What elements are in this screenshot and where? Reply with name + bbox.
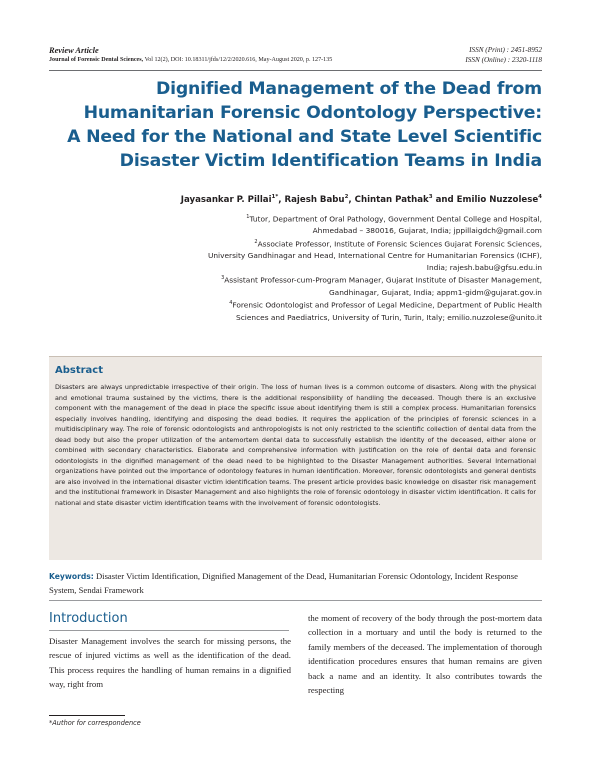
journal-citation	[49, 57, 429, 63]
author-name: Rajesh Babu	[284, 194, 345, 205]
affiliation-line	[180, 237, 542, 250]
affiliation-mark: 4	[229, 300, 233, 307]
abstract-text: Disasters are always unpredictable irrespective of their origin. The loss of human lives is a common outcome of disasters. Along with the physical and emotional trauma sustained by the victims, there is the additional responsibility of handling the deceased. Though there is an exclusive component with the management of the dead in place the specific issue about identifying them is still a complex process. Humanitarian forensics especially involves handling, identifying and disposing the dead bodies. It requires the application of the principles of forensic sciences in a multidisciplinary way. The role of forensic odontologists and anthropologists is not only restricted to the scientific collection of dental data from the dead body but also the proper utilization of the antemortem dental data to successfully establish the identity of the deceased, either alone or combined with secondary characteristics. Elaborate and comprehensive information with justification on the role of dental data and forensic odontologists in the dignified management of the dead need to be highlighted to the Disaster Management authorities. Several International organizations have pointed out the importance of odontology features in human identification. Moreover, forensic odontologists and general dentists are also involved in the international disaster victim identification teams. The present article provides basic knowledge on disaster risk management and the institutional framework in Disaster Management and also highlights the role of forensic odontology in disaster victim identification. It calls for national and state disaster victim identification teams with the involvement of forensic odontologists.	[55, 383, 536, 507]
running-header	[49, 46, 429, 63]
body-text-right: the moment of recovery of the body through the post-mortem data collection in a mortuary and until the body is returned to the family members of the deceased. The implementation of thorough identification procedures ensures that human remains are given back a name and an identity. It also contributes towards the respecting	[308, 613, 542, 696]
affiliation-line: Ahmedabad – 380016, Gujarat, India; jppillaigdch@gmail.com	[312, 226, 542, 236]
journal-name: Journal of Forensic Dental Sciences,	[49, 57, 144, 63]
header-divider	[49, 70, 542, 71]
abstract-heading: Abstract	[55, 365, 104, 376]
author-name: Chintan Pathak	[354, 194, 429, 205]
keywords-label: Keywords:	[49, 572, 94, 581]
introduction-heading: Introduction	[49, 611, 289, 631]
author-separator: ,	[278, 194, 285, 205]
affiliation-mark: 3	[221, 275, 225, 282]
article-type: Review Article	[49, 46, 99, 55]
keywords	[49, 570, 542, 596]
affiliation-text: Tutor, Department of Oral Pathology, Government Dental College and Hospital,	[249, 214, 542, 224]
author-name: Emilio Nuzzolese	[456, 194, 539, 205]
author-name: Jayasankar P. Pillai	[180, 194, 272, 205]
author-list	[181, 194, 542, 205]
issn-print: ISSN (Print) : 2451-8952	[469, 46, 542, 54]
affiliation-mark: 1	[246, 214, 250, 220]
keywords-text: Disaster Victim Identification, Dignified Management of the Dead, Humanitarian Forensic Odontology, Incident Response System, Sendai Framework	[49, 571, 518, 595]
affiliation-text: Associate Professor, Institute of Forensic Sciences Gujarat Forensic Sciences,	[257, 239, 542, 249]
author-mark: 3	[428, 194, 433, 200]
journal-details: Vol 12(2), DOI: 10.18311/jfds/12/2/2020.616, May-August 2020, p. 127-135	[143, 57, 333, 63]
issn-block	[465, 46, 542, 65]
title-line: Dignified Management of the Dead from	[156, 79, 542, 99]
author-mark: 1*	[271, 194, 279, 200]
abstract-panel	[49, 356, 542, 560]
correspondence-footnote: *Author for correspondence	[49, 719, 141, 727]
author-mark: 4	[538, 194, 542, 200]
article-title	[49, 77, 542, 173]
affiliation-mark: 2	[254, 238, 258, 245]
author-separator: ,	[348, 194, 355, 205]
affiliation-line: Sciences and Paediatrics, University of Turin, Turin, Italy; emilio.nuzzolese@unito.it	[236, 312, 542, 322]
affiliation-line: University Gandhinagar and Head, International Centre for Humanitarian Forensics (ICHF),	[207, 251, 542, 261]
affiliation-line	[180, 212, 542, 225]
body-text-left: Disaster Management involves the search for missing persons, the rescue of injured victims as well as the identification of the dead. This process requires the handling of human remains in a dignified way, right from	[49, 636, 291, 690]
author-separator: and	[432, 194, 457, 205]
affiliation-line: Gandhinagar, Gujarat, India; appm1-gidm@gujarat.gov.in	[328, 287, 542, 297]
title-line: Humanitarian Forensic Odontology Perspective:	[83, 103, 542, 123]
affiliation-line	[180, 298, 542, 311]
footnote-divider	[49, 715, 125, 716]
affiliation-text: Forensic Odontologist and Professor of Legal Medicine, Department of Public Health	[232, 300, 542, 310]
title-line: Disaster Victim Identification Teams in India	[119, 151, 542, 171]
author-mark: 2	[344, 194, 349, 200]
affiliation-line	[180, 273, 542, 286]
affiliations	[180, 212, 542, 323]
keywords-divider	[49, 600, 542, 601]
issn-online: ISSN (Online) : 2320-1118	[465, 55, 542, 64]
affiliation-text: Assistant Professor-cum-Program Manager, Gujarat Institute of Disaster Management,	[224, 275, 542, 285]
title-line: A Need for the National and State Level Scientific	[67, 127, 542, 147]
affiliation-line: India; rajesh.babu@gfsu.edu.in	[426, 262, 542, 272]
